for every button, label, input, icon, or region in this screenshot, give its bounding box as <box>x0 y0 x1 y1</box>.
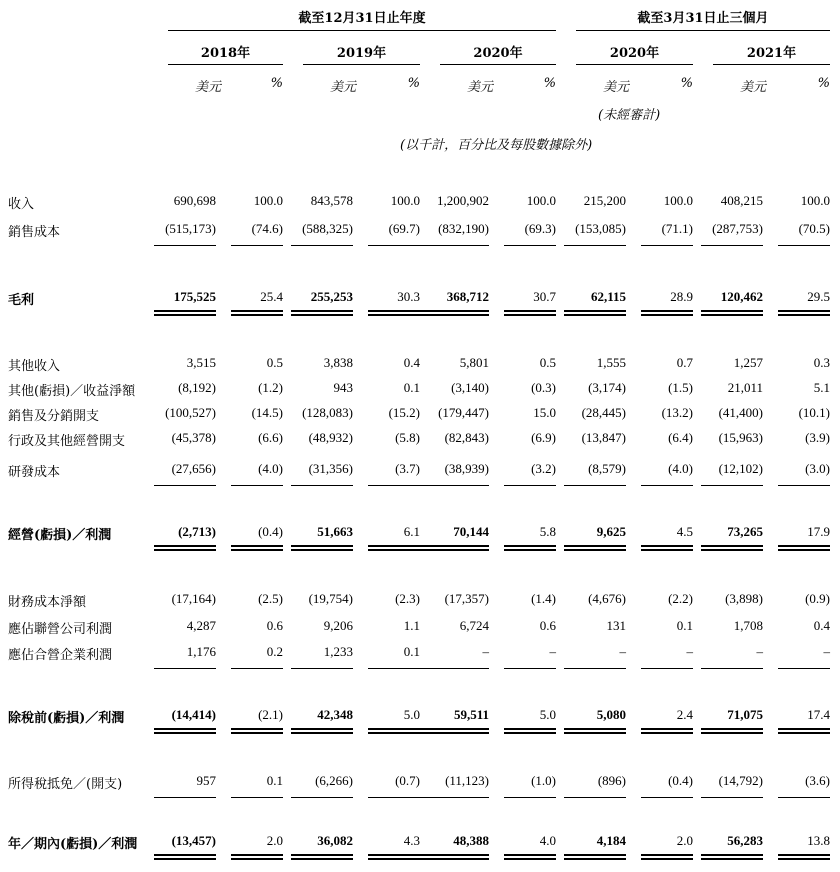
rule-single-r12-c5 <box>415 668 489 669</box>
unit-currency-4: 美元 <box>602 80 629 95</box>
cell-r2-c10: (70.5) <box>798 221 830 236</box>
cell-r15-c6: 4.0 <box>539 833 556 848</box>
cell-r10-c8: (2.2) <box>668 591 693 606</box>
rule-double-r9-c7 <box>564 545 626 551</box>
cell-r6-c3: (128,083) <box>302 405 353 420</box>
cell-r11-c4: 1.1 <box>403 618 420 633</box>
unit-currency-2: 美元 <box>329 80 356 95</box>
rule-single-r14-c5 <box>415 797 489 798</box>
rule-double-r9-c3 <box>291 545 353 551</box>
cell-r6-c7: (28,445) <box>581 405 626 420</box>
cell-r7-c7: (13,847) <box>581 430 626 445</box>
rule-double-r15-c4 <box>368 854 420 860</box>
rule-single-r2-c4 <box>368 245 420 246</box>
rule-double-r15-c7 <box>564 854 626 860</box>
cell-r13-c7: 5,080 <box>596 707 626 722</box>
rule-single-r12-c1 <box>154 668 216 669</box>
cell-r9-c8: 4.5 <box>676 524 693 539</box>
cell-r8-c8: (4.0) <box>668 461 693 476</box>
cell-r9-c4: 6.1 <box>403 524 420 539</box>
rule-single-r2-c1 <box>154 245 216 246</box>
cell-r11-c2: 0.6 <box>266 618 283 633</box>
header-year-1: 2018年 <box>200 46 251 61</box>
cell-r11-c7: 131 <box>606 618 626 633</box>
row-label-6: 銷售及分銷開支 <box>8 409 100 424</box>
rule-single-r12-c10 <box>778 668 830 669</box>
cell-r9-c5: 70,144 <box>453 524 489 539</box>
cell-r13-c4: 5.0 <box>403 707 420 722</box>
rule-double-r13-c1 <box>154 728 216 734</box>
cell-r9-c9: 73,265 <box>727 524 763 539</box>
header-year-rule-2 <box>303 64 420 65</box>
cell-r10-c2: (2.5) <box>258 591 283 606</box>
cell-r8-c4: (3.7) <box>395 461 420 476</box>
cell-r7-c6: (6.9) <box>531 430 556 445</box>
cell-r1-c5: 1,200,902 <box>437 193 489 208</box>
cell-r2-c3: (588,325) <box>302 221 353 236</box>
rule-double-r15-c6 <box>504 854 556 860</box>
cell-r5-c4: 0.1 <box>403 380 420 395</box>
row-label-1: 收入 <box>8 197 35 212</box>
cell-r1-c9: 408,215 <box>720 193 763 208</box>
rule-single-r2-c2 <box>231 245 283 246</box>
cell-r4-c9: 1,257 <box>733 355 763 370</box>
rule-single-r2-c7 <box>564 245 626 246</box>
rule-double-r13-c10 <box>778 728 830 734</box>
rule-double-r3-c1 <box>154 310 216 316</box>
cell-r4-c10: 0.3 <box>813 355 830 370</box>
header-year-5: 2021年 <box>746 46 797 61</box>
cell-r1-c4: 100.0 <box>390 193 420 208</box>
rule-double-r15-c3 <box>291 854 353 860</box>
rule-single-r12-c7 <box>564 668 626 669</box>
cell-r7-c9: (15,963) <box>718 430 763 445</box>
cell-r12-c4: 0.1 <box>403 644 420 659</box>
rule-single-r8-c1 <box>154 485 216 486</box>
unit-percent-1: % <box>270 76 283 91</box>
cell-r5-c6: (0.3) <box>531 380 556 395</box>
rule-double-r9-c1 <box>154 545 216 551</box>
cell-r11-c9: 1,708 <box>733 618 763 633</box>
cell-r9-c7: 9,625 <box>596 524 626 539</box>
row-label-11: 應佔聯營公司利潤 <box>8 622 113 637</box>
rule-single-r8-c8 <box>641 485 693 486</box>
cell-r13-c1: (14,414) <box>171 707 216 722</box>
cell-r15-c10: 13.8 <box>807 833 830 848</box>
cell-r15-c1: (13,457) <box>171 833 216 848</box>
cell-r3-c7: 62,115 <box>590 289 626 304</box>
cell-r1-c1: 690,698 <box>173 193 216 208</box>
cell-r15-c8: 2.0 <box>676 833 693 848</box>
cell-r4-c3: 3,838 <box>323 355 353 370</box>
cell-r13-c9: 71,075 <box>727 707 763 722</box>
cell-r6-c1: (100,527) <box>165 405 216 420</box>
rule-double-r3-c6 <box>504 310 556 316</box>
cell-r9-c3: 51,663 <box>317 524 353 539</box>
cell-r4-c1: 3,515 <box>186 355 216 370</box>
rule-single-r14-c7 <box>564 797 626 798</box>
cell-r5-c10: 5.1 <box>813 380 830 395</box>
cell-r14-c3: (6,266) <box>315 773 353 788</box>
rule-double-r3-c4 <box>368 310 420 316</box>
cell-r11-c1: 4,287 <box>186 618 216 633</box>
cell-r6-c4: (15.2) <box>388 405 420 420</box>
rule-single-r8-c3 <box>291 485 353 486</box>
cell-r14-c2: 0.1 <box>266 773 283 788</box>
header-year-rule-3 <box>440 64 556 65</box>
cell-r5-c1: (8,192) <box>178 380 216 395</box>
rule-double-r3-c8 <box>641 310 693 316</box>
cell-r14-c9: (14,792) <box>718 773 763 788</box>
row-label-10: 財務成本淨額 <box>8 595 87 610</box>
cell-r10-c5: (17,357) <box>444 591 489 606</box>
cell-r10-c4: (2.3) <box>395 591 420 606</box>
cell-r8-c1: (27,656) <box>171 461 216 476</box>
cell-r4-c8: 0.7 <box>676 355 693 370</box>
rule-double-r15-c2 <box>231 854 283 860</box>
rule-double-r13-c7 <box>564 728 626 734</box>
cell-r6-c8: (13.2) <box>661 405 693 420</box>
rule-single-r12-c9 <box>701 668 763 669</box>
cell-r14-c6: (1.0) <box>531 773 556 788</box>
rule-single-r14-c4 <box>368 797 420 798</box>
cell-r5-c7: (3,174) <box>588 380 626 395</box>
units-note: (以千計，百分比及每股數據除外) <box>400 138 593 153</box>
cell-r12-c1: 1,176 <box>186 644 216 659</box>
cell-r5-c5: (3,140) <box>451 380 489 395</box>
rule-double-r9-c5 <box>415 545 489 551</box>
rule-double-r13-c4 <box>368 728 420 734</box>
cell-r2-c5: (832,190) <box>438 221 489 236</box>
cell-r4-c6: 0.5 <box>539 355 556 370</box>
cell-r5-c8: (1.5) <box>668 380 693 395</box>
rule-single-r2-c3 <box>291 245 353 246</box>
row-label-12: 應佔合營企業利潤 <box>8 648 113 663</box>
cell-r3-c9: 120,462 <box>720 289 763 304</box>
cell-r13-c2: (2.1) <box>258 707 283 722</box>
header-year-3: 2020年 <box>473 46 523 61</box>
row-label-3: 毛利 <box>8 293 35 308</box>
cell-r4-c2: 0.5 <box>266 355 283 370</box>
rule-single-r14-c10 <box>778 797 830 798</box>
cell-r14-c7: (896) <box>597 773 626 788</box>
cell-r12-c7: – <box>619 644 626 659</box>
rule-single-r12-c3 <box>291 668 353 669</box>
cell-r2-c8: (71.1) <box>661 221 693 236</box>
cell-r12-c9: – <box>756 644 763 659</box>
unit-currency-1: 美元 <box>194 80 221 95</box>
cell-r15-c4: 4.3 <box>403 833 420 848</box>
rule-single-r8-c9 <box>701 485 763 486</box>
cell-r9-c10: 17.9 <box>807 524 830 539</box>
rule-single-r8-c2 <box>231 485 283 486</box>
cell-r6-c10: (10.1) <box>798 405 830 420</box>
cell-r15-c5: 48,388 <box>453 833 489 848</box>
unit-percent-2: % <box>407 76 420 91</box>
header-group-quarterly-rule <box>576 30 830 31</box>
rule-double-r9-c10 <box>778 545 830 551</box>
cell-r12-c10: – <box>823 644 830 659</box>
header-year-rule-5 <box>713 64 830 65</box>
cell-r10-c6: (1.4) <box>531 591 556 606</box>
rule-double-r3-c3 <box>291 310 353 316</box>
cell-r8-c6: (3.2) <box>531 461 556 476</box>
cell-r2-c2: (74.6) <box>251 221 283 236</box>
cell-r3-c5: 368,712 <box>446 289 489 304</box>
cell-r10-c9: (3,898) <box>725 591 763 606</box>
header-group-quarterly: 截至3月31日止三個月 <box>637 11 769 26</box>
cell-r14-c8: (0.4) <box>668 773 693 788</box>
cell-r2-c9: (287,753) <box>712 221 763 236</box>
cell-r8-c7: (8,579) <box>588 461 626 476</box>
row-label-5: 其他(虧損)／收益淨額 <box>8 384 136 399</box>
cell-r4-c7: 1,555 <box>596 355 626 370</box>
cell-r13-c3: 42,348 <box>317 707 353 722</box>
cell-r12-c6: – <box>549 644 556 659</box>
cell-r1-c2: 100.0 <box>253 193 283 208</box>
rule-double-r9-c2 <box>231 545 283 551</box>
rule-single-r14-c8 <box>641 797 693 798</box>
cell-r6-c9: (41,400) <box>718 405 763 420</box>
header-year-rule-4 <box>576 64 693 65</box>
cell-r11-c5: 6,724 <box>459 618 489 633</box>
rule-double-r3-c9 <box>701 310 763 316</box>
cell-r9-c2: (0.4) <box>258 524 283 539</box>
cell-r13-c6: 5.0 <box>539 707 556 722</box>
rule-double-r9-c6 <box>504 545 556 551</box>
rule-single-r12-c2 <box>231 668 283 669</box>
rule-double-r15-c8 <box>641 854 693 860</box>
cell-r7-c2: (6.6) <box>258 430 283 445</box>
cell-r8-c10: (3.0) <box>805 461 830 476</box>
rule-double-r13-c2 <box>231 728 283 734</box>
cell-r15-c9: 56,283 <box>727 833 763 848</box>
rule-single-r14-c3 <box>291 797 353 798</box>
header-year-2: 2019年 <box>336 46 387 61</box>
rule-double-r13-c5 <box>415 728 489 734</box>
rule-single-r12-c8 <box>641 668 693 669</box>
rule-double-r15-c10 <box>778 854 830 860</box>
header-year-rule-1 <box>168 64 283 65</box>
cell-r12-c3: 1,233 <box>323 644 353 659</box>
unit-percent-4: % <box>680 76 693 91</box>
cell-r8-c3: (31,356) <box>308 461 353 476</box>
rule-single-r8-c6 <box>504 485 556 486</box>
cell-r3-c10: 29.5 <box>807 289 830 304</box>
cell-r9-c1: (2,713) <box>178 524 216 539</box>
cell-r14-c1: 957 <box>196 773 216 788</box>
rule-double-r3-c2 <box>231 310 283 316</box>
cell-r5-c2: (1.2) <box>258 380 283 395</box>
cell-r7-c8: (6.4) <box>668 430 693 445</box>
cell-r7-c3: (48,932) <box>308 430 353 445</box>
cell-r2-c1: (515,173) <box>165 221 216 236</box>
rule-single-r2-c5 <box>415 245 489 246</box>
rule-single-r14-c6 <box>504 797 556 798</box>
rule-single-r12-c4 <box>368 668 420 669</box>
row-label-13: 除稅前(虧損)／利潤 <box>8 711 125 726</box>
cell-r15-c7: 4,184 <box>596 833 626 848</box>
cell-r7-c10: (3.9) <box>805 430 830 445</box>
rule-double-r13-c8 <box>641 728 693 734</box>
rule-double-r15-c1 <box>154 854 216 860</box>
row-label-14: 所得稅抵免／(開支) <box>8 777 123 792</box>
cell-r10-c7: (4,676) <box>588 591 626 606</box>
cell-r8-c5: (38,939) <box>444 461 489 476</box>
rule-single-r2-c8 <box>641 245 693 246</box>
cell-r1-c8: 100.0 <box>663 193 693 208</box>
cell-r11-c10: 0.4 <box>813 618 830 633</box>
row-label-2: 銷售成本 <box>8 225 61 240</box>
rule-double-r3-c7 <box>564 310 626 316</box>
cell-r13-c5: 59,511 <box>453 707 489 722</box>
rule-double-r15-c9 <box>701 854 763 860</box>
rule-double-r13-c6 <box>504 728 556 734</box>
rule-double-r15-c5 <box>415 854 489 860</box>
rule-double-r9-c8 <box>641 545 693 551</box>
cell-r11-c3: 9,206 <box>323 618 353 633</box>
cell-r6-c6: 15.0 <box>533 405 556 420</box>
cell-r8-c2: (4.0) <box>258 461 283 476</box>
rule-single-r8-c7 <box>564 485 626 486</box>
rule-double-r3-c10 <box>778 310 830 316</box>
cell-r10-c1: (17,164) <box>171 591 216 606</box>
unit-currency-3: 美元 <box>466 80 493 95</box>
cell-r3-c2: 25.4 <box>260 289 283 304</box>
rule-single-r14-c9 <box>701 797 763 798</box>
unit-percent-3: % <box>543 76 556 91</box>
cell-r11-c8: 0.1 <box>676 618 693 633</box>
row-label-15: 年／期內(虧損)／利潤 <box>8 837 138 852</box>
cell-r7-c4: (5.8) <box>395 430 420 445</box>
cell-r1-c6: 100.0 <box>526 193 556 208</box>
row-label-8: 研發成本 <box>8 465 61 480</box>
rule-single-r12-c6 <box>504 668 556 669</box>
rule-double-r13-c3 <box>291 728 353 734</box>
cell-r3-c6: 30.7 <box>533 289 556 304</box>
cell-r1-c7: 215,200 <box>583 193 626 208</box>
rule-double-r9-c9 <box>701 545 763 551</box>
cell-r11-c6: 0.6 <box>539 618 556 633</box>
cell-r15-c2: 2.0 <box>266 833 283 848</box>
rule-single-r2-c9 <box>701 245 763 246</box>
cell-r2-c6: (69.3) <box>524 221 556 236</box>
row-label-7: 行政及其他經營開支 <box>8 434 126 449</box>
cell-r15-c3: 36,082 <box>317 833 353 848</box>
cell-r1-c3: 843,578 <box>310 193 353 208</box>
rule-single-r2-c6 <box>504 245 556 246</box>
cell-r3-c4: 30.3 <box>397 289 420 304</box>
cell-r9-c6: 5.8 <box>539 524 556 539</box>
rule-single-r8-c10 <box>778 485 830 486</box>
rule-single-r8-c5 <box>415 485 489 486</box>
cell-r6-c5: (179,447) <box>438 405 489 420</box>
cell-r8-c9: (12,102) <box>718 461 763 476</box>
cell-r12-c2: 0.2 <box>266 644 283 659</box>
cell-r6-c2: (14.5) <box>251 405 283 420</box>
rule-double-r13-c9 <box>701 728 763 734</box>
cell-r3-c8: 28.9 <box>670 289 693 304</box>
cell-r2-c4: (69.7) <box>388 221 420 236</box>
cell-r1-c10: 100.0 <box>800 193 830 208</box>
cell-r7-c5: (82,843) <box>444 430 489 445</box>
cell-r12-c5: – <box>482 644 489 659</box>
cell-r2-c7: (153,085) <box>575 221 626 236</box>
cell-r4-c4: 0.4 <box>403 355 420 370</box>
header-year-4: 2020年 <box>609 46 660 61</box>
cell-r13-c10: 17.4 <box>807 707 830 722</box>
unit-currency-5: 美元 <box>739 80 766 95</box>
cell-r14-c5: (11,123) <box>445 773 489 788</box>
header-group-annual-rule <box>168 30 556 31</box>
rule-single-r14-c2 <box>231 797 283 798</box>
rule-single-r14-c1 <box>154 797 216 798</box>
cell-r13-c8: 2.4 <box>676 707 693 722</box>
cell-r14-c10: (3.6) <box>805 773 830 788</box>
cell-r4-c5: 5,801 <box>459 355 489 370</box>
cell-r7-c1: (45,378) <box>171 430 216 445</box>
unit-percent-5: % <box>817 76 830 91</box>
cell-r3-c1: 175,525 <box>173 289 216 304</box>
rule-double-r9-c4 <box>368 545 420 551</box>
cell-r12-c8: – <box>686 644 693 659</box>
row-label-9: 經營(虧損)／利潤 <box>8 528 112 543</box>
rule-double-r3-c5 <box>415 310 489 316</box>
header-group-annual: 截至12月31日止年度 <box>298 11 426 26</box>
cell-r5-c9: 21,011 <box>727 380 763 395</box>
cell-r10-c10: (0.9) <box>805 591 830 606</box>
cell-r5-c3: 943 <box>333 380 353 395</box>
unaudited-note: (未經審計) <box>598 108 661 123</box>
rule-single-r2-c10 <box>778 245 830 246</box>
cell-r3-c3: 255,253 <box>310 289 353 304</box>
cell-r14-c4: (0.7) <box>395 773 420 788</box>
row-label-4: 其他收入 <box>8 359 61 374</box>
rule-single-r8-c4 <box>368 485 420 486</box>
cell-r10-c3: (19,754) <box>308 591 353 606</box>
